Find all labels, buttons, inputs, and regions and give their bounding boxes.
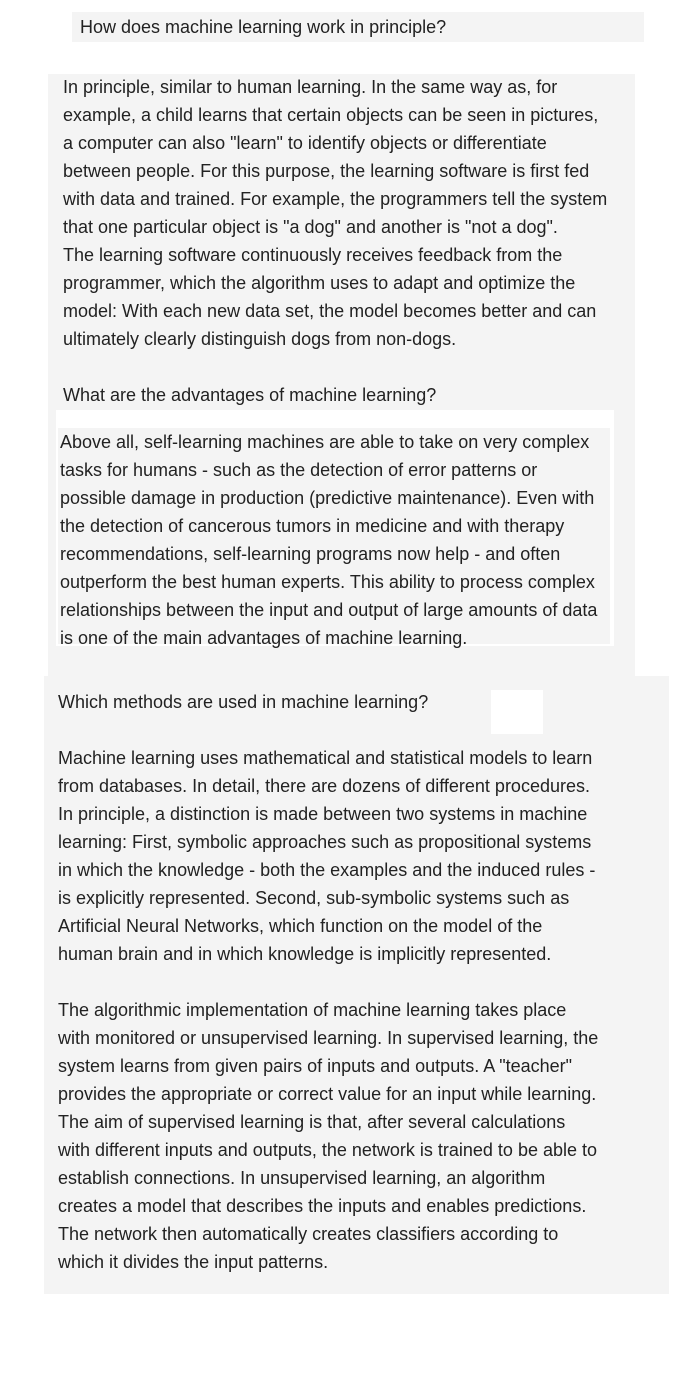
section-3-paragraph-1: Machine learning uses mathematical and statistical models to learn from databases. In detail, there are dozens of different procedures. In principle, a distinction is made between two systems in machine learning: First, symbolic approaches such as propositional systems in which the knowledge - both the examples and the induced rules - is explicitly represented. Second, sub-symbolic systems such as Artificial Neural Networks, which function on the model of the human brain and in which knowledge is implicitly represented. bbox=[58, 748, 596, 964]
section-3-paragraph-2: The algorithmic implementation of machine learning takes place with monitored or unsupervised learning. In supervised learning, the system learns from given pairs of inputs and outputs. A "teacher" provides the appropriate or correct value for an input while learning. The aim of supervised learning is that, after several calculations with different inputs and outputs, the network is trained to be able to establish connections. In unsupervised learning, an algorithm creates a model that describes the inputs and enables predictions. The network then automatically creates classifiers according to which it divides the input patterns. bbox=[58, 1000, 599, 1272]
question-2-heading: What are the advantages of machine learning? bbox=[63, 385, 437, 405]
question-3-heading: Which methods are used in machine learning? bbox=[58, 692, 429, 712]
answer-1-text: In principle, similar to human learning. In the same way as, for example, a child learns that certain objects can be seen in pictures, a computer can also "learn" to identify objects or differentiate between people. For this purpose, the learning software is first fed with data and trained. For example, the programmers tell the system that one particular object is "a dog" and another is "not a dog". The learning software continuously receives feedback from the programmer, which the algorithm uses to adapt and optimize the model: With each new data set, the model becomes better and can ultimately clearly distinguish dogs from non-dogs. bbox=[63, 77, 608, 349]
question-1-heading: How does machine learning work in principle? bbox=[80, 17, 447, 37]
answer-2-text: Above all, self-learning machines are able to take on very complex tasks for humans - such as the detection of error patterns or possible damage in production (predictive maintenance). Even with the detection of cancerous tumors in medicine and with therapy recommendations, self-learning programs now help - and often outperform the best human experts. This ability to process complex relationships between the input and output of large amounts of data is one of the main advantages of machine learning. bbox=[60, 432, 598, 648]
